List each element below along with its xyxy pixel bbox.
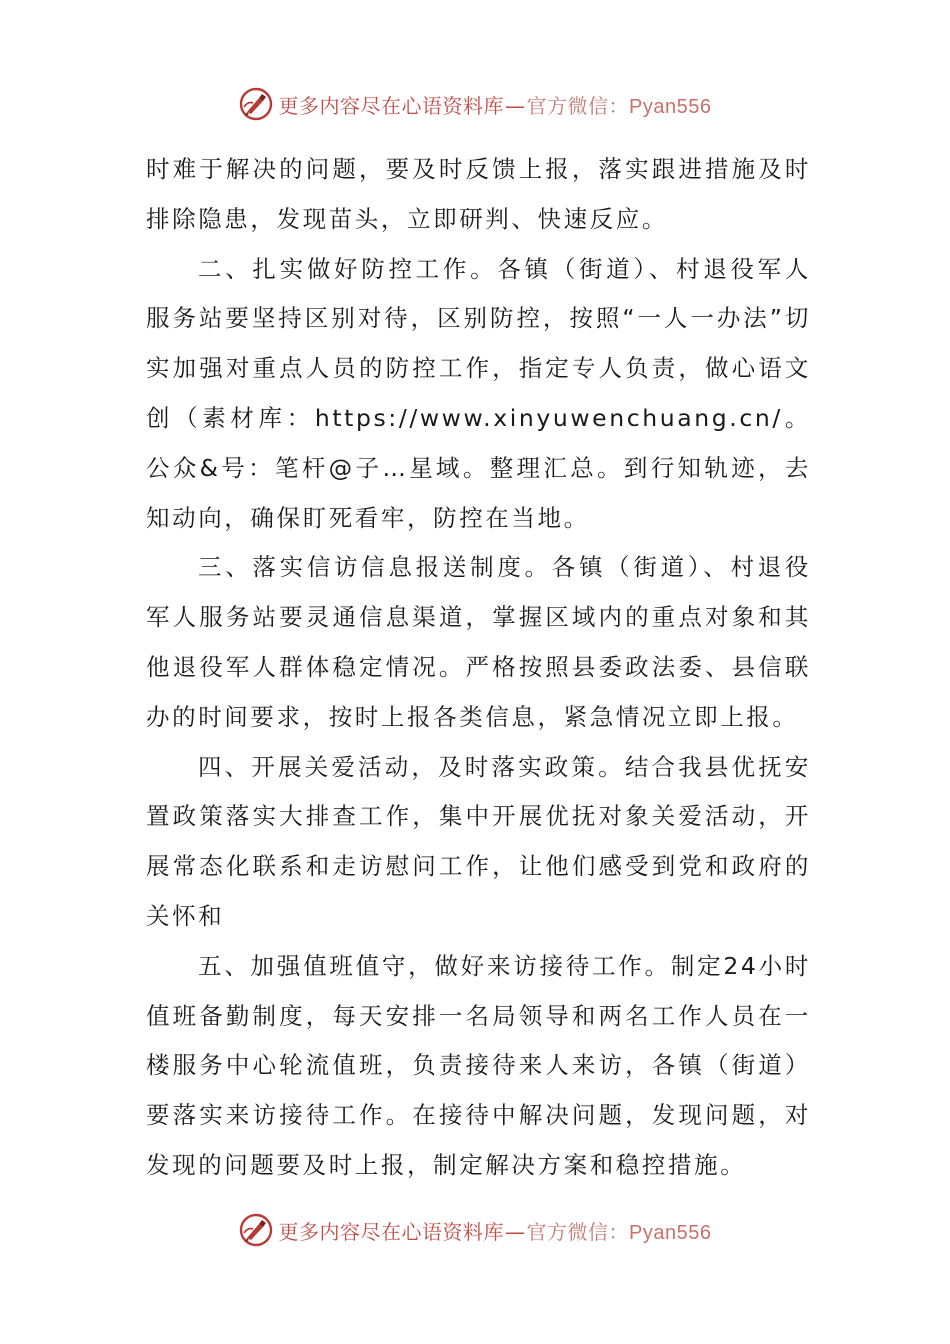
header-banner (0, 84, 950, 124)
paragraph-4: 四、开展关爱活动，及时落实政策。结合我县优抚安置政策落实大排查工作，集中开展优抚对象关爱活动，开展常态化联系和走访慰问工作，让他们感受到党和政府的关怀和 (146, 752, 811, 930)
paragraph-5: 五、加强值班值守，做好来访接待工作。制定24小时值班备勤制度，每天安排一名局领导和两名工作人员在一楼服务中心轮流值班，负责接待来人来访，各镇（街道）要落实来访接待工作。在接待中解决问题，发现问题，对发现的问题要及时上报，制定解决方案和稳控措施。 (146, 951, 811, 1179)
footer-banner (0, 1210, 950, 1250)
paragraph-2: 二、扎实做好防控工作。各镇（街道）、村退役军人服务站要坚持区别对待，区别防控，按照“一人一办法”切实加强对重点人员的防控工作，指定专人负责，做心语文创（素材库：https://www.xinyuwenchuang.cn/。公众&号：笔杆@子…星域。整理汇总。到行知轨迹，去知动向，确保盯死看牢，防控在当地。 (146, 254, 811, 532)
pen-logo-icon (239, 87, 273, 121)
header-banner-wechat-id: Pyan556 (629, 95, 712, 118)
footer-banner-text (279, 1216, 712, 1245)
header-banner-main: 更多内容尽在心语资料库 (278, 93, 505, 118)
paragraph-1: 时难于解决的问题，要及时反馈上报，落实跟进措施及时排除隐患，发现苗头，立即研判、快速反应。 (146, 155, 811, 233)
document-body (146, 145, 811, 1191)
header-banner-text (279, 90, 712, 119)
footer-banner-dash: — (505, 1219, 526, 1244)
paragraph-3: 三、落实信访信息报送制度。各镇（街道）、村退役军人服务站要灵通信息渠道，掌握区域内的重点对象和其他退役军人群体稳定情况。严格按照县委政法委、县信联办的时间要求，按时上报各类信息，紧急情况立即上报。 (146, 553, 811, 731)
footer-banner-main: 更多内容尽在心语资料库 (278, 1219, 505, 1244)
pen-logo-icon (239, 1213, 273, 1247)
header-banner-sub: 官方微信： (526, 93, 630, 118)
footer-banner-sub: 官方微信： (526, 1219, 630, 1244)
header-banner-dash: — (505, 93, 526, 118)
footer-banner-wechat-id: Pyan556 (629, 1221, 712, 1244)
